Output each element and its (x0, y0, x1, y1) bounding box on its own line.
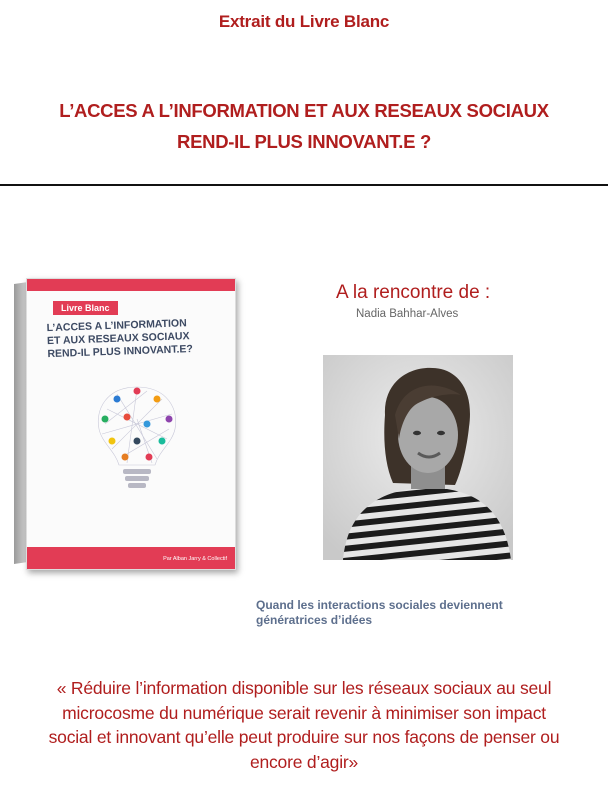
book-title-line-2: ET AUX RESEAUX SOCIAUX (46, 330, 190, 348)
portrait-photo (323, 355, 513, 560)
pull-quote-line-1: « Réduire l’information disponible sur les réseaux sociaux au seul (56, 678, 552, 698)
page-title-line-2: REND-IL PLUS INNOVANT.E ? (177, 131, 431, 152)
book-title (46, 316, 227, 361)
section-label: Extrait du Livre Blanc (218, 12, 390, 31)
book-tag: Livre Blanc (53, 301, 118, 315)
book-front (26, 278, 236, 570)
person-portrait-icon (323, 355, 513, 560)
book-cover-image (14, 278, 239, 570)
pull-quote-line-2: microcosme du numérique serait revenir à minimiser son impact (62, 702, 546, 723)
lightbulb-network-icon (87, 379, 187, 499)
book-title-line-3: REND-IL PLUS INNOVANT.E? (47, 343, 194, 361)
photo-caption-line-2: génératrices d’idées (256, 613, 373, 627)
interviewee-name: Nadia Bahhar-Alves (356, 308, 459, 320)
book-title-line-1: L’ACCES A L’INFORMATION (46, 317, 187, 335)
page-title (0, 95, 608, 157)
horizontal-divider (0, 184, 608, 186)
interview-intro: A la rencontre de : (336, 282, 491, 303)
page-title-line-1: L’ACCES A L’INFORMATION ET AUX RESEAUX SOCIAUX (59, 100, 549, 121)
photo-caption (256, 598, 598, 628)
pull-quote-line-3: social et innovant qu’elle peut produire sur nos façons de penser ou (48, 727, 560, 747)
pull-quote-line-4: encore d’agir» (249, 751, 359, 772)
book-top-band (27, 279, 235, 291)
book-bottom-band (27, 547, 235, 569)
photo-caption-line-1: Quand les interactions sociales deviennent (256, 598, 503, 612)
pull-quote (0, 676, 608, 774)
book-author: Par Alban Jarry & Collectif (163, 556, 227, 562)
